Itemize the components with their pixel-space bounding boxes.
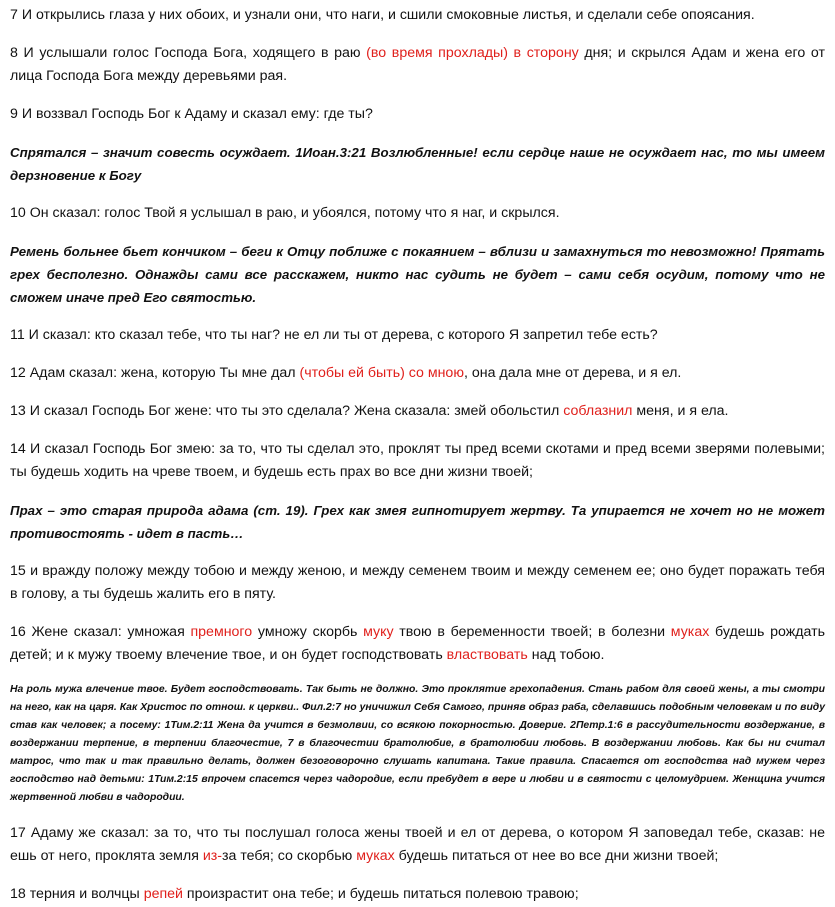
verse-18 <box>10 883 825 906</box>
verse-18-highlight: репей <box>143 886 183 902</box>
verse-16-highlight-2: муку <box>363 624 394 640</box>
verse-17-text-b: за тебя; со скорбью <box>222 848 357 864</box>
verse-16-text-c: твою в беременности твоей; в болезни <box>393 624 671 640</box>
verse-12 <box>10 362 825 385</box>
verse-16-text-a: 16 Жене сказал: умножая <box>10 624 191 640</box>
commentary-4: На роль мужа влечение твое. Будет господствовать. Так быть не должно. Это проклятие грехопадения. Стань рабом для своей жены, а ты смотри на него, как на царя. Как Христос по отнош. к церкви.. Фил.2:7 но уничижил Себя Самого, приняв образ раба, сделавшись подобным человекам и по виду став как человек; а посему: 1Тим.2:11 Жена да учится в безмолвии, со всякою покорностью. Доверие. 2Петр.1:6 в рассудительности воздержание, в воздержании терпение, в терпении благочестие, 7 в благочестии братолюбие, в братолюбии любовь. В воздержании любовь. Как бы ни считал матрос, что так и так правильно делать, должен безоговорочно слушать капитана. Такие правила. Спасается от господства над мужем через господство над детьми: 1Тим.2:15 впрочем спасется через чадородие, если пребудет в вере и любви и в святости с целомудрием. Женщина учится жертвенной любви в чадородии. <box>10 684 825 803</box>
verse-18-text-a: 18 терния и волчцы <box>10 886 144 902</box>
verse-14: 14 И сказал Господь Бог змею: за то, что ты сделал это, проклят ты пред всеми скотами и пред всеми зверями полевыми; ты будешь ходить на чреве твоем, и будешь есть прах во все дни жизни твоей; <box>10 441 825 480</box>
verse-8-text-a: 8 И услышали голос Господа Бога, ходящего в раю <box>10 45 367 61</box>
verse-9: 9 И воззвал Господь Бог к Адаму и сказал ему: где ты? <box>10 106 373 122</box>
verse-16 <box>10 621 825 667</box>
commentary-3: Прах – это старая природа адама (ст. 19). Грех как змея гипнотирует жертву. Та упирается не хочет но не может противостоять - идет в пасть… <box>10 503 825 541</box>
verse-12-text-a: 12 Адам сказал: жена, которую Ты мне дал <box>10 365 300 381</box>
verse-16-text-b: умножу скорбь <box>252 624 364 640</box>
verse-13 <box>10 400 825 423</box>
verse-17-text-c: будешь питаться от нее во все дни жизни твоей; <box>394 848 719 864</box>
verse-8 <box>10 42 825 88</box>
commentary-1: Спрятался – значит совесть осуждает. 1Иоан.3:21 Возлюбленные! если сердце наше не осуждает нас, то мы имеем дерзновение к Богу <box>10 145 825 183</box>
verse-17-text-a: 17 Адаму же сказал: за то, что ты послушал голоса жены твоей и ел от дерева, о котором Я заповедал тебе, сказав: не ешь от него, проклята земля <box>10 825 825 864</box>
verse-13-text-b: меня, и я ела. <box>632 403 729 419</box>
verse-16-text-e: над тобою. <box>527 647 605 663</box>
verse-16-highlight-4: властвовать <box>446 647 528 663</box>
commentary-2: Ремень больнее бьет кончиком – беги к Отцу поближе с покаянием – вблизи и замахнуться то невозможно! Прятать грех бесполезно. Однажды сами все расскажем, никто нас судить не будет – сами себя осудим, потому что не сможем иначе пред Его святостью. <box>10 244 825 305</box>
verse-17-highlight-1: из- <box>202 848 222 864</box>
verse-7: 7 И открылись глаза у них обоих, и узнали они, что наги, и сшили смоковные листья, и сделали себе опоясания. <box>10 7 755 23</box>
verse-8-highlight: (во время прохлады) в сторону <box>366 45 579 61</box>
verse-17-highlight-2: муках <box>356 848 395 864</box>
verse-13-text-a: 13 И сказал Господь Бог жене: что ты это сделала? Жена сказала: змей обольстил <box>10 403 564 419</box>
verse-16-highlight-3: муках <box>670 624 710 640</box>
verse-12-text-b: , она дала мне от дерева, и я ел. <box>463 365 682 381</box>
verse-15: 15 и вражду положу между тобою и между женою, и между семенем твоим и между семенем ее; оно будет поражать тебя в голову, а ты будешь жалить его в пяту. <box>10 563 825 602</box>
verse-18-text-b: произрастит она тебе; и будешь питаться полевою травою; <box>182 886 579 902</box>
verse-12-highlight: (чтобы ей быть) со мною <box>299 365 464 381</box>
verse-10: 10 Он сказал: голос Твой я услышал в раю, и убоялся, потому что я наг, и скрылся. <box>10 205 560 221</box>
verse-11: 11 И сказал: кто сказал тебе, что ты наг? не ел ли ты от дерева, с которого Я запретил тебе есть? <box>10 327 658 343</box>
verse-17 <box>10 822 825 868</box>
verse-8-text-b: дня; и скрылся Адам и жена его от лица Господа Бога между деревьями рая. <box>10 45 825 84</box>
verse-16-text-d: будешь рождать детей; и к мужу твоему влечение твое, и он будет господствовать <box>10 624 825 663</box>
verse-13-highlight: соблазнил <box>563 403 633 419</box>
verse-16-highlight-1: премного <box>190 624 253 640</box>
